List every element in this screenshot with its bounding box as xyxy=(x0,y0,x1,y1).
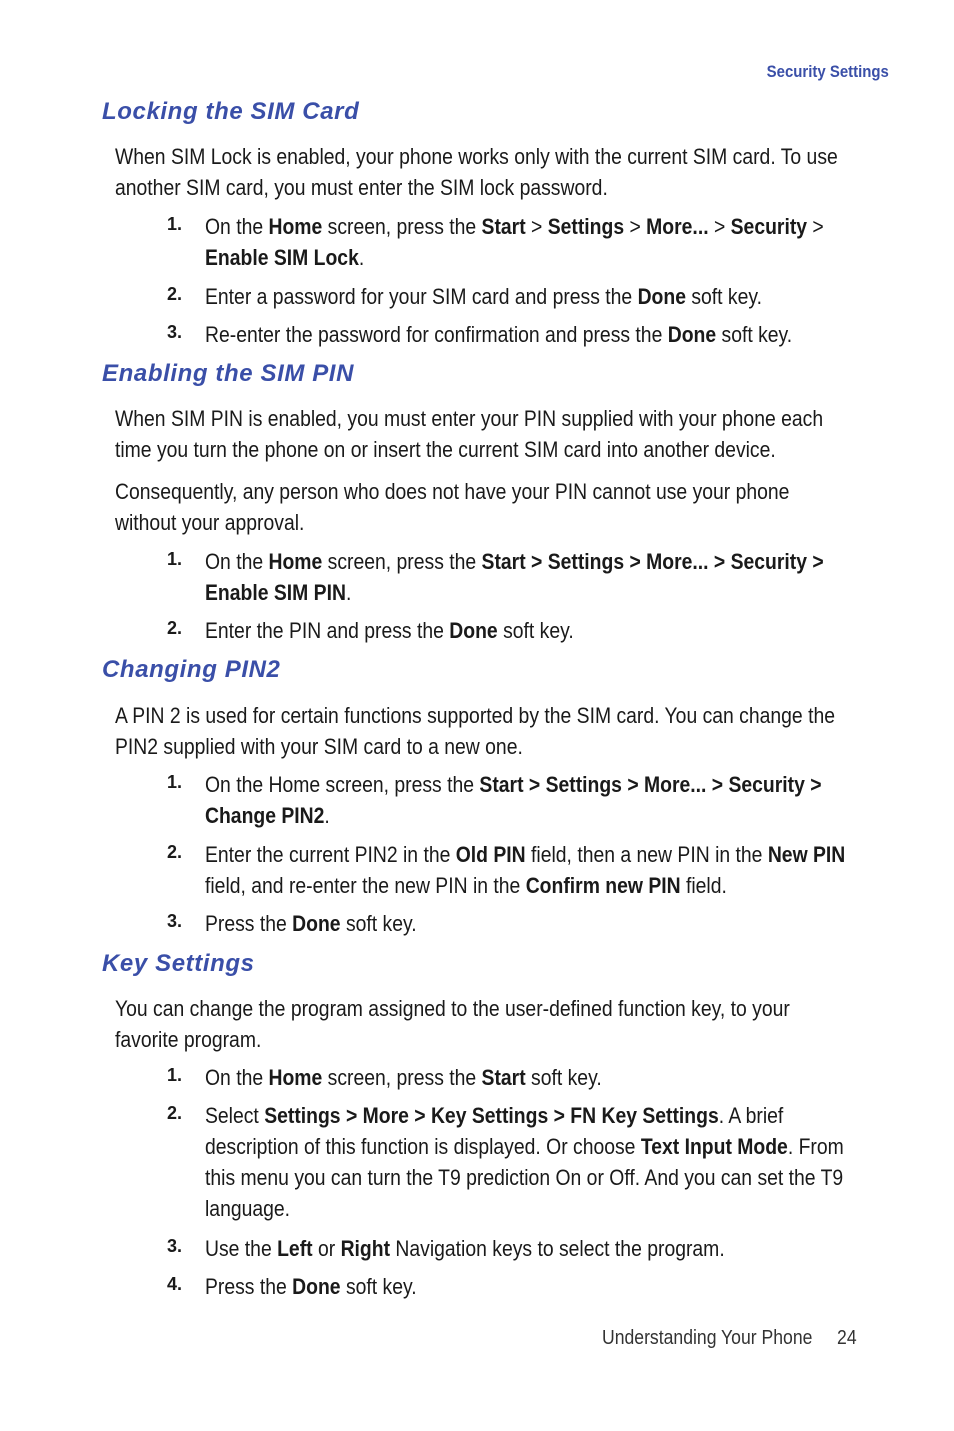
step-text xyxy=(205,769,887,831)
step-text-run: soft key. xyxy=(340,1274,417,1299)
step-number: 2. xyxy=(167,842,183,862)
step-number: 1. xyxy=(167,772,183,792)
step-text-run: Re-enter the password for confirmation and press the xyxy=(205,322,668,347)
bold-term: Done xyxy=(449,618,498,643)
step-number: 2. xyxy=(167,1103,183,1123)
section-heading-changing-pin2: Changing PIN2 xyxy=(102,656,281,683)
step-number: 1. xyxy=(167,549,183,569)
step-number: 3. xyxy=(167,1236,183,1256)
section-paragraph: A PIN 2 is used for certain functions supported by the SIM card. You can change the PIN2 supplied with your SIM card to a new one. xyxy=(115,703,835,759)
step-text-run: . From xyxy=(787,1134,844,1159)
step-text xyxy=(205,211,887,273)
step-text-run: field. xyxy=(680,873,727,898)
step-text xyxy=(205,1271,887,1302)
step-text-run: Press the xyxy=(205,1274,293,1299)
section-heading-locking-sim: Locking the SIM Card xyxy=(102,98,360,125)
step-text-run: Enter the PIN and press the xyxy=(205,618,450,643)
bold-term: Enable SIM PIN xyxy=(205,580,346,605)
step-text-run: Use the xyxy=(205,1236,278,1261)
bold-term: Start xyxy=(481,1065,526,1090)
step-text xyxy=(205,1233,887,1264)
step-text xyxy=(205,1100,887,1224)
bold-term: Home xyxy=(268,549,323,574)
step-text xyxy=(205,1062,887,1093)
step-text-run: this menu you can turn the T9 prediction On or Off. And you can set the T9 xyxy=(205,1165,844,1190)
step-text-run: On the xyxy=(205,1065,269,1090)
bold-term: Settings > More > Key Settings > FN Key Settings xyxy=(264,1103,719,1128)
step-number: 3. xyxy=(167,322,183,342)
bold-term: Home xyxy=(268,1065,323,1090)
section-paragraph: Consequently, any person who does not have your PIN cannot use your phone without your approval. xyxy=(115,479,790,535)
step-text-run: soft key. xyxy=(497,618,574,643)
page-footer xyxy=(602,1327,857,1350)
step-text-run: screen, press the xyxy=(322,214,482,239)
step-text-run: or xyxy=(312,1236,341,1261)
step-text xyxy=(205,615,887,646)
step-text-run: soft key. xyxy=(716,322,793,347)
step-text-run: > xyxy=(525,214,548,239)
step-text-run: > xyxy=(708,214,731,239)
page-number: 24 xyxy=(837,1327,857,1349)
bold-term: Right xyxy=(340,1236,391,1261)
bold-term: Settings xyxy=(547,214,625,239)
step-number: 3. xyxy=(167,911,183,931)
step-text-run: On the Home screen, press the xyxy=(205,772,480,797)
bold-term: Security xyxy=(730,214,808,239)
step-text xyxy=(205,839,887,901)
step-text-run: On the xyxy=(205,214,269,239)
bold-term: Home xyxy=(268,214,323,239)
step-text-run: Select xyxy=(205,1103,265,1128)
step-text-run: language. xyxy=(205,1196,291,1221)
step-number: 4. xyxy=(167,1274,183,1294)
step-text-run: . A brief xyxy=(718,1103,784,1128)
step-text-run: field, and re-enter the new PIN in the xyxy=(205,873,526,898)
step-text-run: . xyxy=(324,803,330,828)
step-text-run: . xyxy=(345,580,352,605)
bold-term: More... xyxy=(646,214,709,239)
step-text-run: soft key. xyxy=(525,1065,602,1090)
bold-term: Change PIN2 xyxy=(205,803,325,828)
section-paragraph: When SIM Lock is enabled, your phone works only with the current SIM card. To use another SIM card, you must enter the SIM lock password. xyxy=(115,144,838,200)
bold-term: Old PIN xyxy=(455,842,526,867)
bold-term: Enable SIM Lock xyxy=(205,245,359,270)
step-text-run: On the xyxy=(205,549,269,574)
bold-term: New PIN xyxy=(767,842,846,867)
step-text xyxy=(205,546,887,608)
bold-term: Done xyxy=(637,284,686,309)
step-text xyxy=(205,281,887,312)
step-text-run: Enter a password for your SIM card and press the xyxy=(205,284,638,309)
running-header: Security Settings xyxy=(766,62,889,81)
step-number: 1. xyxy=(167,214,183,234)
step-number: 2. xyxy=(167,284,183,304)
bold-term: Start > Settings > More... > Security > xyxy=(479,772,822,797)
bold-term: Start > Settings > More... > Security > xyxy=(481,549,824,574)
step-text-run: soft key. xyxy=(685,284,763,309)
step-text-run: Navigation keys to select the program. xyxy=(390,1236,725,1261)
bold-term: Done xyxy=(667,322,717,347)
step-text-run: screen, press the xyxy=(322,1065,482,1090)
bold-term: Text Input Mode xyxy=(640,1134,788,1159)
section-paragraph: When SIM PIN is enabled, you must enter your PIN supplied with your phone each time you turn the phone on or insert the current SIM card into another device. xyxy=(115,406,824,462)
bold-term: Done xyxy=(292,911,341,936)
step-text-run: > xyxy=(624,214,647,239)
section-heading-enabling-sim-pin: Enabling the SIM PIN xyxy=(102,360,355,387)
step-text-run: . xyxy=(358,245,365,270)
step-text-run: description of this function is displayed. Or choose xyxy=(205,1134,641,1159)
step-number: 2. xyxy=(167,618,183,638)
step-text-run: > xyxy=(807,214,824,239)
step-text-run: soft key. xyxy=(340,911,417,936)
step-text-run: field, then a new PIN in the xyxy=(525,842,768,867)
step-text xyxy=(205,319,887,350)
bold-term: Confirm new PIN xyxy=(525,873,681,898)
step-text-run: Enter the current PIN2 in the xyxy=(205,842,456,867)
section-paragraph: You can change the program assigned to the user-defined function key, to your favorite program. xyxy=(115,996,790,1052)
bold-term: Left xyxy=(277,1236,313,1261)
bold-term: Start xyxy=(481,214,526,239)
footer-chapter-title: Understanding Your Phone xyxy=(602,1327,813,1349)
section-heading-key-settings: Key Settings xyxy=(102,950,255,977)
step-text-run: Press the xyxy=(205,911,293,936)
step-number: 1. xyxy=(167,1065,183,1085)
step-text-run: screen, press the xyxy=(322,549,482,574)
bold-term: Done xyxy=(292,1274,341,1299)
step-text xyxy=(205,908,887,939)
